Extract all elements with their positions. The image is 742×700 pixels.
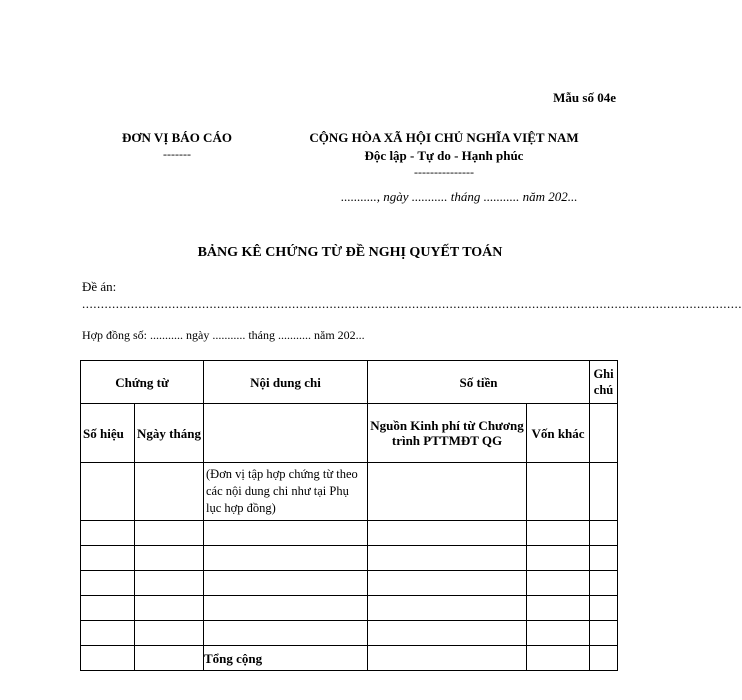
table-cell — [204, 596, 368, 621]
table-cell — [590, 646, 618, 671]
header-other-capital: Vốn khác — [527, 404, 590, 463]
table-cell — [81, 646, 135, 671]
header-row-1 — [81, 361, 618, 404]
total-label: Tổng cộng — [204, 651, 263, 666]
table-cell — [135, 521, 204, 546]
table-row — [81, 463, 618, 521]
national-motto: Độc lập - Tự do - Hạnh phúc — [364, 148, 524, 163]
table-cell — [204, 571, 368, 596]
table-cell — [81, 621, 135, 646]
table-cell — [527, 463, 590, 521]
table-cell — [81, 463, 135, 521]
header-voucher: Chứng từ — [81, 361, 204, 404]
header-amount: Số tiền — [368, 361, 590, 404]
table-row — [81, 546, 618, 571]
table-cell — [368, 596, 527, 621]
table-cell — [368, 646, 527, 671]
table-cell — [204, 546, 368, 571]
project-fill-line: ................................................................................................................................................................................ — [82, 296, 742, 311]
contract-line: Hợp đồng số: ........... ngày ........... tháng ........... năm 202... — [82, 328, 365, 342]
nation-title: CỘNG HÒA XÃ HỘI CHỦ NGHĨA VIỆT NAM — [309, 130, 579, 145]
table-cell — [81, 571, 135, 596]
table-cell — [368, 521, 527, 546]
header-voucher-no: Số hiệu — [81, 404, 135, 463]
table-cell — [368, 546, 527, 571]
table-cell — [590, 546, 618, 571]
header-voucher-date: Ngày tháng — [135, 404, 204, 463]
table-cell — [368, 621, 527, 646]
table-cell — [590, 463, 618, 521]
header-note-blank — [590, 404, 618, 463]
table-cell — [590, 521, 618, 546]
table-cell — [135, 596, 204, 621]
header-content-blank — [204, 404, 368, 463]
reporting-unit-dashes: ------- — [163, 147, 191, 161]
table-cell — [527, 521, 590, 546]
table-cell — [204, 621, 368, 646]
header-row-2 — [81, 404, 618, 463]
table-cell — [590, 571, 618, 596]
project-label: Đề án: — [82, 279, 117, 294]
table-cell — [527, 621, 590, 646]
voucher-table — [80, 360, 618, 671]
header-funding-program: Nguồn Kinh phí từ Chương trình PTTMĐT QG — [368, 404, 527, 463]
table-cell — [81, 596, 135, 621]
header-note: Ghi chú — [590, 361, 618, 404]
table-cell — [527, 596, 590, 621]
motto-dashes: --------------- — [414, 165, 474, 179]
table-cell — [135, 571, 204, 596]
description-text: (Đơn vị tập hợp chứng từ theo các nội dung chi như tại Phụ lục hợp đồng) — [206, 467, 358, 515]
table-cell — [135, 621, 204, 646]
table-row — [81, 521, 618, 546]
header-content: Nội dung chi — [204, 361, 368, 404]
table-cell — [527, 571, 590, 596]
total-row — [81, 646, 618, 671]
table-cell — [135, 546, 204, 571]
table-cell — [590, 596, 618, 621]
form-code: Mẫu số 04e — [553, 90, 616, 105]
table-cell — [204, 521, 368, 546]
table-row — [81, 596, 618, 621]
table-cell — [527, 546, 590, 571]
table-row — [81, 571, 618, 596]
table-row — [81, 621, 618, 646]
table-cell — [135, 646, 204, 671]
table-cell — [81, 521, 135, 546]
table-cell — [527, 646, 590, 671]
total-cell — [204, 646, 368, 671]
reporting-unit-label: ĐƠN VỊ BÁO CÁO — [122, 130, 232, 145]
document-title: BẢNG KÊ CHỨNG TỪ ĐỀ NGHỊ QUYẾT TOÁN — [197, 245, 503, 260]
table-cell — [590, 621, 618, 646]
table-cell — [135, 463, 204, 521]
description-cell — [204, 463, 368, 521]
table-cell — [368, 571, 527, 596]
date-line: ..........., ngày ........... tháng ........... năm 202... — [341, 189, 578, 204]
table-cell — [368, 463, 527, 521]
table-cell — [81, 546, 135, 571]
